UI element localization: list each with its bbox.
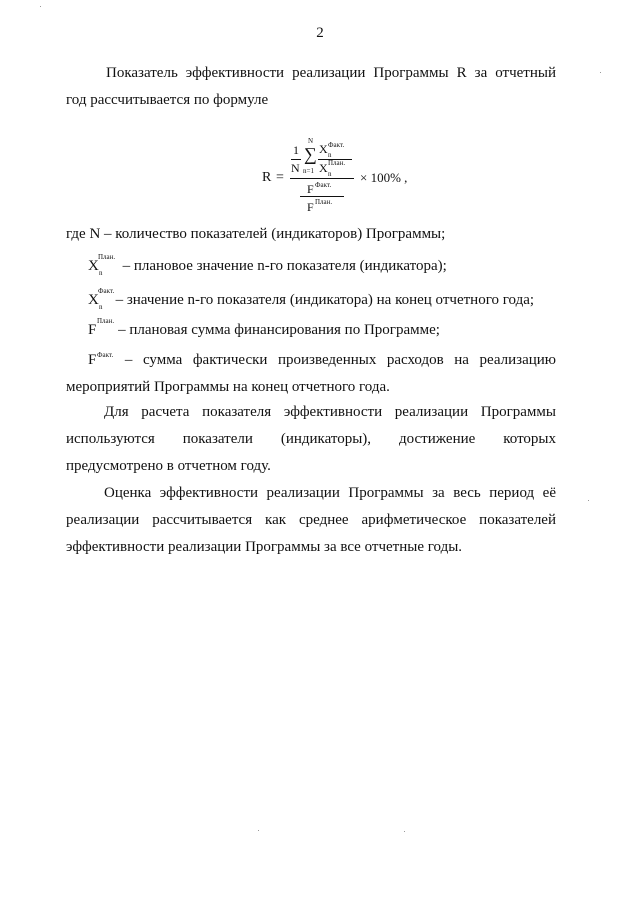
x-numerator: X — [319, 142, 328, 156]
paragraph-indicators — [66, 399, 556, 480]
f-fact: F — [307, 182, 314, 196]
formula-one: 1 — [293, 143, 299, 157]
f-plan: F — [307, 200, 314, 214]
x-fact-symbol: X Факт. n — [88, 287, 115, 311]
f-fact-sup: Факт. — [315, 181, 332, 189]
paragraph3-line-2: реализации рассчитывается как среднее арифметическое показателей — [66, 512, 556, 528]
formula-n-count: N — [291, 161, 300, 175]
sum-upper-limit: N — [308, 137, 314, 145]
definition-f-fact — [66, 347, 556, 401]
definition-f-plan — [88, 317, 440, 339]
scan-speck — [258, 830, 259, 831]
intro-line-2: год рассчитывается по формуле — [66, 92, 269, 108]
f-fraction-bar — [300, 196, 344, 197]
paragraph3-line-3: эффективности реализации Программы за все отчетные годы. — [66, 539, 463, 555]
f-plan-sup: План. — [315, 198, 333, 206]
scan-speck — [588, 500, 589, 501]
paragraph-overall-evaluation — [66, 480, 556, 561]
main-fraction-bar — [290, 178, 354, 179]
intro-line-1: Показатель эффективности реализации Программы R за отчетный — [106, 65, 556, 81]
definition-x-plan — [88, 253, 447, 277]
definition-n: где N – количество показателей (индикаторов) Программы; — [66, 226, 446, 242]
definition-x-fact — [88, 287, 535, 311]
f-fact-symbol: F Факт. — [88, 351, 114, 368]
paragraph2-line-1: Для расчета показателя эффективности реализации Программы — [104, 404, 556, 420]
x-denominator-n: n — [328, 170, 332, 178]
formula-equals: = — [276, 170, 284, 185]
formula-times-100: × 100% , — [360, 170, 408, 185]
x-denominator: X — [319, 161, 328, 175]
f-plan-symbol: F План. — [88, 317, 115, 338]
scan-speck — [600, 72, 601, 73]
x-denominator-plan: План. — [328, 159, 346, 167]
scan-speck — [404, 831, 405, 832]
intro-paragraph — [66, 60, 556, 114]
x-plan-symbol: X План. n — [88, 253, 116, 277]
sigma-symbol: ∑ — [304, 144, 317, 164]
efficiency-formula — [262, 137, 422, 216]
paragraph3-line-1: Оценка эффективности реализации Программы за весь период её — [104, 485, 556, 501]
formula-r: R — [262, 170, 272, 185]
x-numerator-fact: Факт. — [328, 141, 345, 149]
x-numerator-n: n — [328, 151, 332, 159]
x-fact-text: – значение n-го показателя (индикатора) на конец отчетного года; — [115, 292, 535, 308]
paragraph2-line-3: предусмотрено в отчетном году. — [66, 458, 271, 474]
f-fact-text-2: мероприятий Программы на конец отчетного года. — [66, 379, 390, 395]
f-fact-text-1: – сумма фактически произведенных расходов на реализацию — [124, 352, 556, 368]
f-plan-text: – плановая сумма финансирования по Программе; — [118, 322, 440, 338]
x-plan-text: – плановое значение n-го показателя (индикатора); — [122, 258, 447, 274]
page-number: 2 — [316, 25, 324, 41]
small-fraction-bar — [291, 159, 301, 160]
sum-lower-limit: n=1 — [303, 167, 314, 175]
scan-speck — [40, 6, 41, 7]
paragraph2-line-2: используются показатели (индикаторы), достижение которых — [66, 431, 556, 447]
